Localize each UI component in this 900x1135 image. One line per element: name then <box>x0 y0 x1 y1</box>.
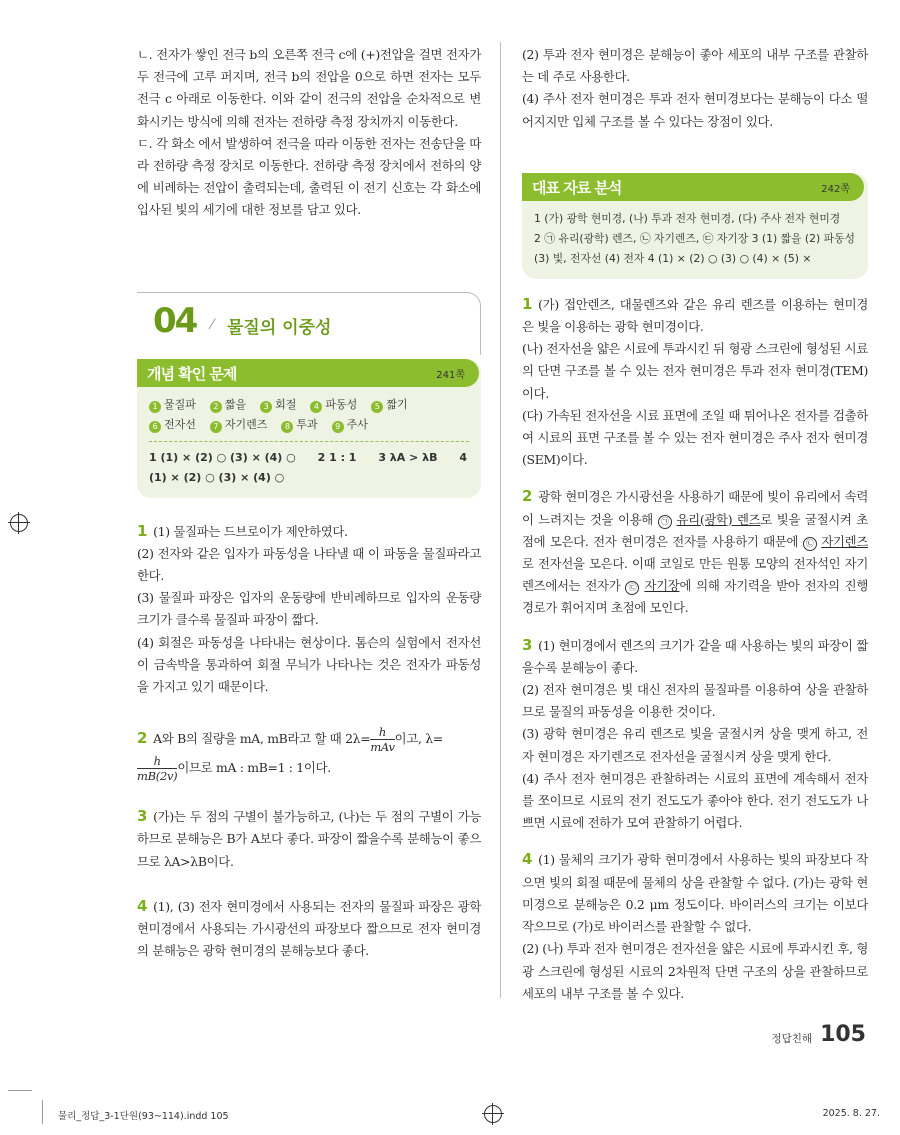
keyword-number-badge: 2 <box>210 401 222 413</box>
r-answer-3 <box>522 634 868 679</box>
keyword-item <box>210 395 246 415</box>
keyword-label: 짧기 <box>386 397 408 411</box>
answer-text: (가) 접안렌즈, 대물렌즈와 같은 유리 렌즈를 이용하는 현미경은 빛을 이용하는 광학 현미경이다. <box>522 296 868 335</box>
answer-number: 3 <box>137 807 148 826</box>
fraction <box>370 725 394 754</box>
footer-title: 정답친해 <box>771 1033 812 1045</box>
r-answer-3-4: (4) 주사 전자 현미경은 관찰하려는 시료의 표면에 계속해서 전자를 쪼이므로 시료의 전기 전도도가 좋아야 한다. 전기 전도도가 나쁘면 시료에 전하가 모여 관찰하기 어렵다. <box>522 770 868 831</box>
concept-check-body <box>137 387 481 498</box>
keyword-label: 짧을 <box>224 397 247 411</box>
keyword-label: 회절 <box>275 397 297 411</box>
keyword-number-badge: 8 <box>281 421 293 433</box>
keyword-label: 물질파 <box>164 397 196 411</box>
answer-number: 4 <box>137 896 148 915</box>
concept-answer-1: 1 (1) × (2) ○ (3) × (4) ○ <box>149 450 296 464</box>
data-analysis-box <box>522 173 868 279</box>
concept-answer-4: 4 (1) × (2) ○ (3) × (4) ○ <box>149 450 467 484</box>
footer-filename: 물리_정답_3-1단원(93~114).indd 105 <box>58 1111 229 1122</box>
answer-number: 1 <box>137 521 148 540</box>
keyword-item <box>332 415 368 435</box>
answer-1-3: (3) 물질파 파장은 입자의 운동량에 반비례하므로 입자의 운동량 크기가 클수록 물질파 파장이 짧다. <box>137 590 481 628</box>
fraction-denominator: mB(2v) <box>137 769 178 784</box>
concept-check-header <box>137 359 479 387</box>
answer-underlined: 자기렌즈 <box>821 533 868 549</box>
answer-4 <box>137 895 481 963</box>
dashed-divider <box>149 441 469 442</box>
keyword-item <box>149 395 196 415</box>
explanation-ㄴ: ㄴ. 전자가 쌓인 전극 b의 오른쪽 전극 c에 (+)전압을 걸면 전자가 두 전극에 고루 퍼지며, 전극 b의 전압을 0으로 하면 전자는 모두 전극 c 아래로 이동한다. 이와 같이 전극의 전압을 순차적으로 변화시키는 방식에 의해 전자는 전하량 측정 장치까지 이동한다. <box>137 47 481 129</box>
concept-answers <box>149 448 469 488</box>
answer-1-4: (4) 회절은 파동성을 나타내는 현상이다. 톰슨의 실험에서 전자선이 금속박을 통과하여 회절 무늬가 나타나는 것은 전자가 파동성을 가지고 있기 때문이다. <box>137 634 481 695</box>
keyword-item <box>149 415 196 435</box>
keyword-item <box>310 395 357 415</box>
answer-text: (1) 물체의 크기가 광학 현미경에서 사용하는 빛의 파장보다 작으면 빛의 회절 때문에 물체의 상을 관찰할 수 없다. (가)는 광학 현미경으로 분해능은 0.2 μm 정도이다. 바이러스의 크기는 이보다 작으므로 (가)로 바이러스를 관찰할 수 없다. <box>522 852 868 935</box>
answer-underlined: 자기장 <box>644 578 680 594</box>
column-divider <box>500 42 501 998</box>
keyword-number-badge: 6 <box>149 421 161 433</box>
fraction <box>137 754 177 783</box>
footer-rule <box>8 1090 32 1091</box>
keyword-number-badge: 5 <box>371 401 383 413</box>
right-column <box>522 44 868 1005</box>
section-header <box>137 292 481 355</box>
r-answer-4 <box>522 848 868 938</box>
data-analysis-body <box>522 201 868 279</box>
answer-number: 2 <box>522 487 533 506</box>
slash-icon: ⁄ <box>211 316 214 333</box>
answer-number: 2 <box>137 729 148 748</box>
answer-number: 4 <box>522 850 533 869</box>
answer-2 <box>137 724 481 783</box>
footer-tick <box>42 1100 43 1124</box>
keyword-item <box>281 415 317 435</box>
answer-1-2: (2) 전자와 같은 입자가 파동성을 나타낼 때 이 파동을 물질파라고 한다. <box>137 545 481 584</box>
answer-text: 이고, λ= <box>394 731 443 747</box>
r-answer-3-3: (3) 광학 현미경은 유리 렌즈로 빛을 굴절시켜 상을 맺게 하고, 전자 현미경은 자기렌즈로 전자선을 굴절시켜 상을 맺게 한다. <box>522 726 868 764</box>
answer-text: (1) 물질파는 드브로이가 제안하였다. <box>153 523 348 539</box>
data-analysis-line-2: 2 ㉠ 유리(광학) 렌즈, ㉡ 자기렌즈, ㉢ 자기장 3 (1) 짧을 (2) 파동성 (3) 빛, 전자선 (4) 전자 4 (1) × (2) ○ (3) ○ (4) × (5) × <box>534 231 855 265</box>
circle-mark: ㉠ <box>658 515 672 529</box>
keyword-label: 전자선 <box>164 417 196 431</box>
keyword-label: 자기렌즈 <box>224 417 268 431</box>
section-title: 물질의 이중성 <box>227 317 332 338</box>
keyword-list <box>149 395 469 435</box>
concept-check-page: 241쪽 <box>436 369 465 381</box>
keyword-number-badge: 3 <box>260 401 272 413</box>
answer-text: (가)는 두 점의 구별이 불가능하고, (나)는 두 점의 구별이 가능하므로 분해능은 B가 A보다 좋다. 파장이 짧을수록 분해능이 좋으므로 λA>λB이다. <box>137 809 481 869</box>
answer-text: 로 전자선을 모은다. 이때 코일로 만든 원통 모양의 전자석인 자기렌즈에서는 전자가 <box>522 556 868 594</box>
explanation-2: (2) 투과 전자 현미경은 분해능이 좋아 세포의 내부 구조를 관찰하는 데 주로 사용한다. <box>522 47 868 85</box>
data-analysis-title: 대표 자료 분석 <box>532 178 622 197</box>
section-number: 04 <box>153 300 197 341</box>
answer-underlined: 유리(광학) 렌즈 <box>676 511 761 527</box>
answer-number: 3 <box>522 635 533 654</box>
explanation-4: (4) 주사 전자 현미경은 투과 전자 현미경보다는 분해능이 다소 떨어지지만 입체 구조를 볼 수 있다는 장점이 있다. <box>522 91 868 129</box>
registration-mark-icon <box>484 1105 502 1123</box>
answer-text: (1) 현미경에서 렌즈의 크기가 같을 때 사용하는 빛의 파장이 짧을수록 분해능이 좋다. <box>522 637 868 675</box>
page-number: 105 <box>820 1022 866 1047</box>
fraction-numerator: h <box>370 725 394 740</box>
r-answer-1 <box>522 293 868 338</box>
answer-1 <box>137 520 481 543</box>
keyword-label: 주사 <box>346 417 368 431</box>
registration-mark-icon <box>10 514 28 532</box>
r-answer-2 <box>522 485 868 619</box>
circle-mark: ㉢ <box>625 581 639 595</box>
fraction-numerator: h <box>137 754 177 769</box>
answer-text: 로 빛을 굴절시켜 초점에 모은다. 전자 현미경은 전자를 사용하기 때문에 <box>522 511 869 549</box>
keyword-number-badge: 4 <box>310 401 322 413</box>
answer-number: 1 <box>522 294 533 313</box>
keyword-label: 투과 <box>296 417 318 431</box>
keyword-item <box>260 395 296 415</box>
fraction-denominator: mAv <box>370 740 395 755</box>
r-answer-1-2: (나) 전자선을 얇은 시료에 투과시킨 뒤 형광 스크린에 형성된 시료의 단면 구조를 볼 수 있는 전자 현미경은 투과 전자 현미경(TEM)이다. <box>522 341 868 401</box>
data-analysis-header <box>522 173 864 201</box>
keyword-number-badge: 9 <box>332 421 344 433</box>
r-answer-4-2: (2) (나) 투과 전자 현미경은 전자선을 얇은 시료에 투과시킨 후, 형광 스크린에 형성된 시료의 2차원적 단면 구조의 상을 관찰하므로 세포의 내부 구조를 볼 수 있다. <box>522 941 868 1001</box>
data-analysis-page: 242쪽 <box>821 183 850 195</box>
answer-text: 이므로 mA : mB=1 : 1이다. <box>177 760 331 776</box>
keyword-number-badge: 7 <box>210 421 222 433</box>
answer-3 <box>137 805 481 873</box>
concept-answer-2: 2 1 : 1 <box>317 450 357 464</box>
explanation-ㄷ: ㄷ. 각 화소 에서 발생하여 전극을 따라 이동한 전자는 전송단을 따라 전하량 측정 장치로 이동한다. 전하량 측정 장치에서 전하의 양에 비례하는 전압이 출력되는데, 출력된 이 전기 신호는 각 화소에 입사된 빛의 세기에 대한 정보를 담고 있다. <box>137 135 481 218</box>
answer-text: 에 의해 자기력을 받아 전자의 진행 경로가 휘어지며 초점에 모인다. <box>522 578 868 616</box>
keyword-number-badge: 1 <box>149 401 161 413</box>
answer-text: A와 B의 질량을 mA, mB라고 할 때 2λ= <box>153 731 371 747</box>
concept-check-title: 개념 확인 문제 <box>147 364 237 383</box>
keyword-label: 파동성 <box>325 397 358 411</box>
data-analysis-line-1: 1 (가) 광학 현미경, (나) 투과 전자 현미경, (다) 주사 전자 현미경 <box>534 211 841 225</box>
r-answer-3-2: (2) 전자 현미경은 빛 대신 전자의 물질파를 이용하여 상을 관찰하므로 물질의 파동성을 이용한 것이다. <box>522 682 868 720</box>
answer-text: 광학 현미경은 가시광선을 사용하기 때문에 빛이 유리에서 속력이 느려지는 것을 이용해 <box>522 489 868 527</box>
footer-date: 2025. 8. 27. <box>822 1108 880 1119</box>
r-answer-1-3: (다) 가속된 전자선을 시료 표면에 조일 때 튀어나온 전자를 검출하여 시료의 표면 구조를 볼 수 있는 전자 현미경은 주사 전자 현미경(SEM)이다. <box>522 407 868 468</box>
concept-answer-3: 3 λA > λB <box>378 450 438 464</box>
left-column <box>137 44 481 962</box>
circle-mark: ㉡ <box>803 537 817 551</box>
concept-check-box <box>137 359 481 498</box>
keyword-item <box>371 395 407 415</box>
keyword-item <box>210 415 268 435</box>
answer-text: (1), (3) 전자 현미경에서 사용되는 전자의 물질파 파장은 광학 현미경에서 사용되는 가시광선의 파장보다 짧으므로 전자 현미경의 분해능은 광학 현미경의 분해능보다 좋다. <box>137 898 481 959</box>
